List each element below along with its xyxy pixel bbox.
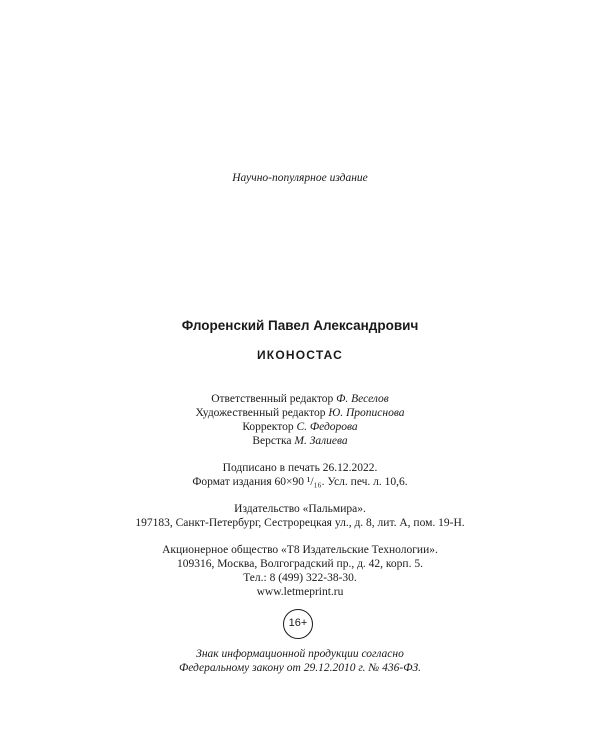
age-rating-badge: 16+	[283, 609, 313, 639]
credit-name: Ю. Прописнова	[328, 407, 405, 419]
credit-role: Художественный редактор	[195, 407, 326, 419]
credit-line-layout	[0, 434, 600, 448]
credit-name: С. Федорова	[296, 421, 358, 433]
credit-line-art-editor	[0, 406, 600, 420]
printer-name: Акционерное общество «Т8 Издательские Технологии».	[162, 544, 438, 556]
author-name: Флоренский Павел Александрович	[181, 318, 419, 333]
rating-note-line1: Знак информационной продукции согласно	[196, 648, 404, 660]
publisher-address: 197183, Санкт-Петербург, Сестрорецкая ул., д. 8, лит. А, пом. 19-Н.	[135, 517, 465, 529]
publisher-name: Издательство «Пальмира».	[234, 503, 366, 515]
rating-note-line2: Федеральному закону от 29.12.2010 г. № 436-ФЗ.	[178, 662, 422, 674]
credit-name: Ф. Веселов	[336, 393, 389, 405]
credit-role: Ответственный редактор	[211, 393, 334, 405]
printer-phone: Тел.: 8 (499) 322-38-30.	[243, 572, 357, 584]
printer-website: www.letmeprint.ru	[256, 586, 344, 598]
printer-address: 109316, Москва, Волгоградский пр., д. 42, корп. 5.	[177, 558, 423, 570]
credit-line-editor	[0, 392, 600, 406]
credit-line-proofreader	[0, 420, 600, 434]
credit-role: Корректор	[242, 421, 294, 433]
edition-type: Научно-популярное издание	[232, 172, 368, 184]
book-title: ИКОНОСТАС	[256, 348, 344, 362]
print-signed: Подписано в печать 26.12.2022.	[222, 462, 378, 474]
credit-role: Верстка	[252, 435, 292, 447]
print-format: Формат издания 60×90 ¹/₁₆. Усл. печ. л. 10,6.	[192, 476, 408, 488]
credit-name: М. Залиева	[294, 435, 348, 447]
